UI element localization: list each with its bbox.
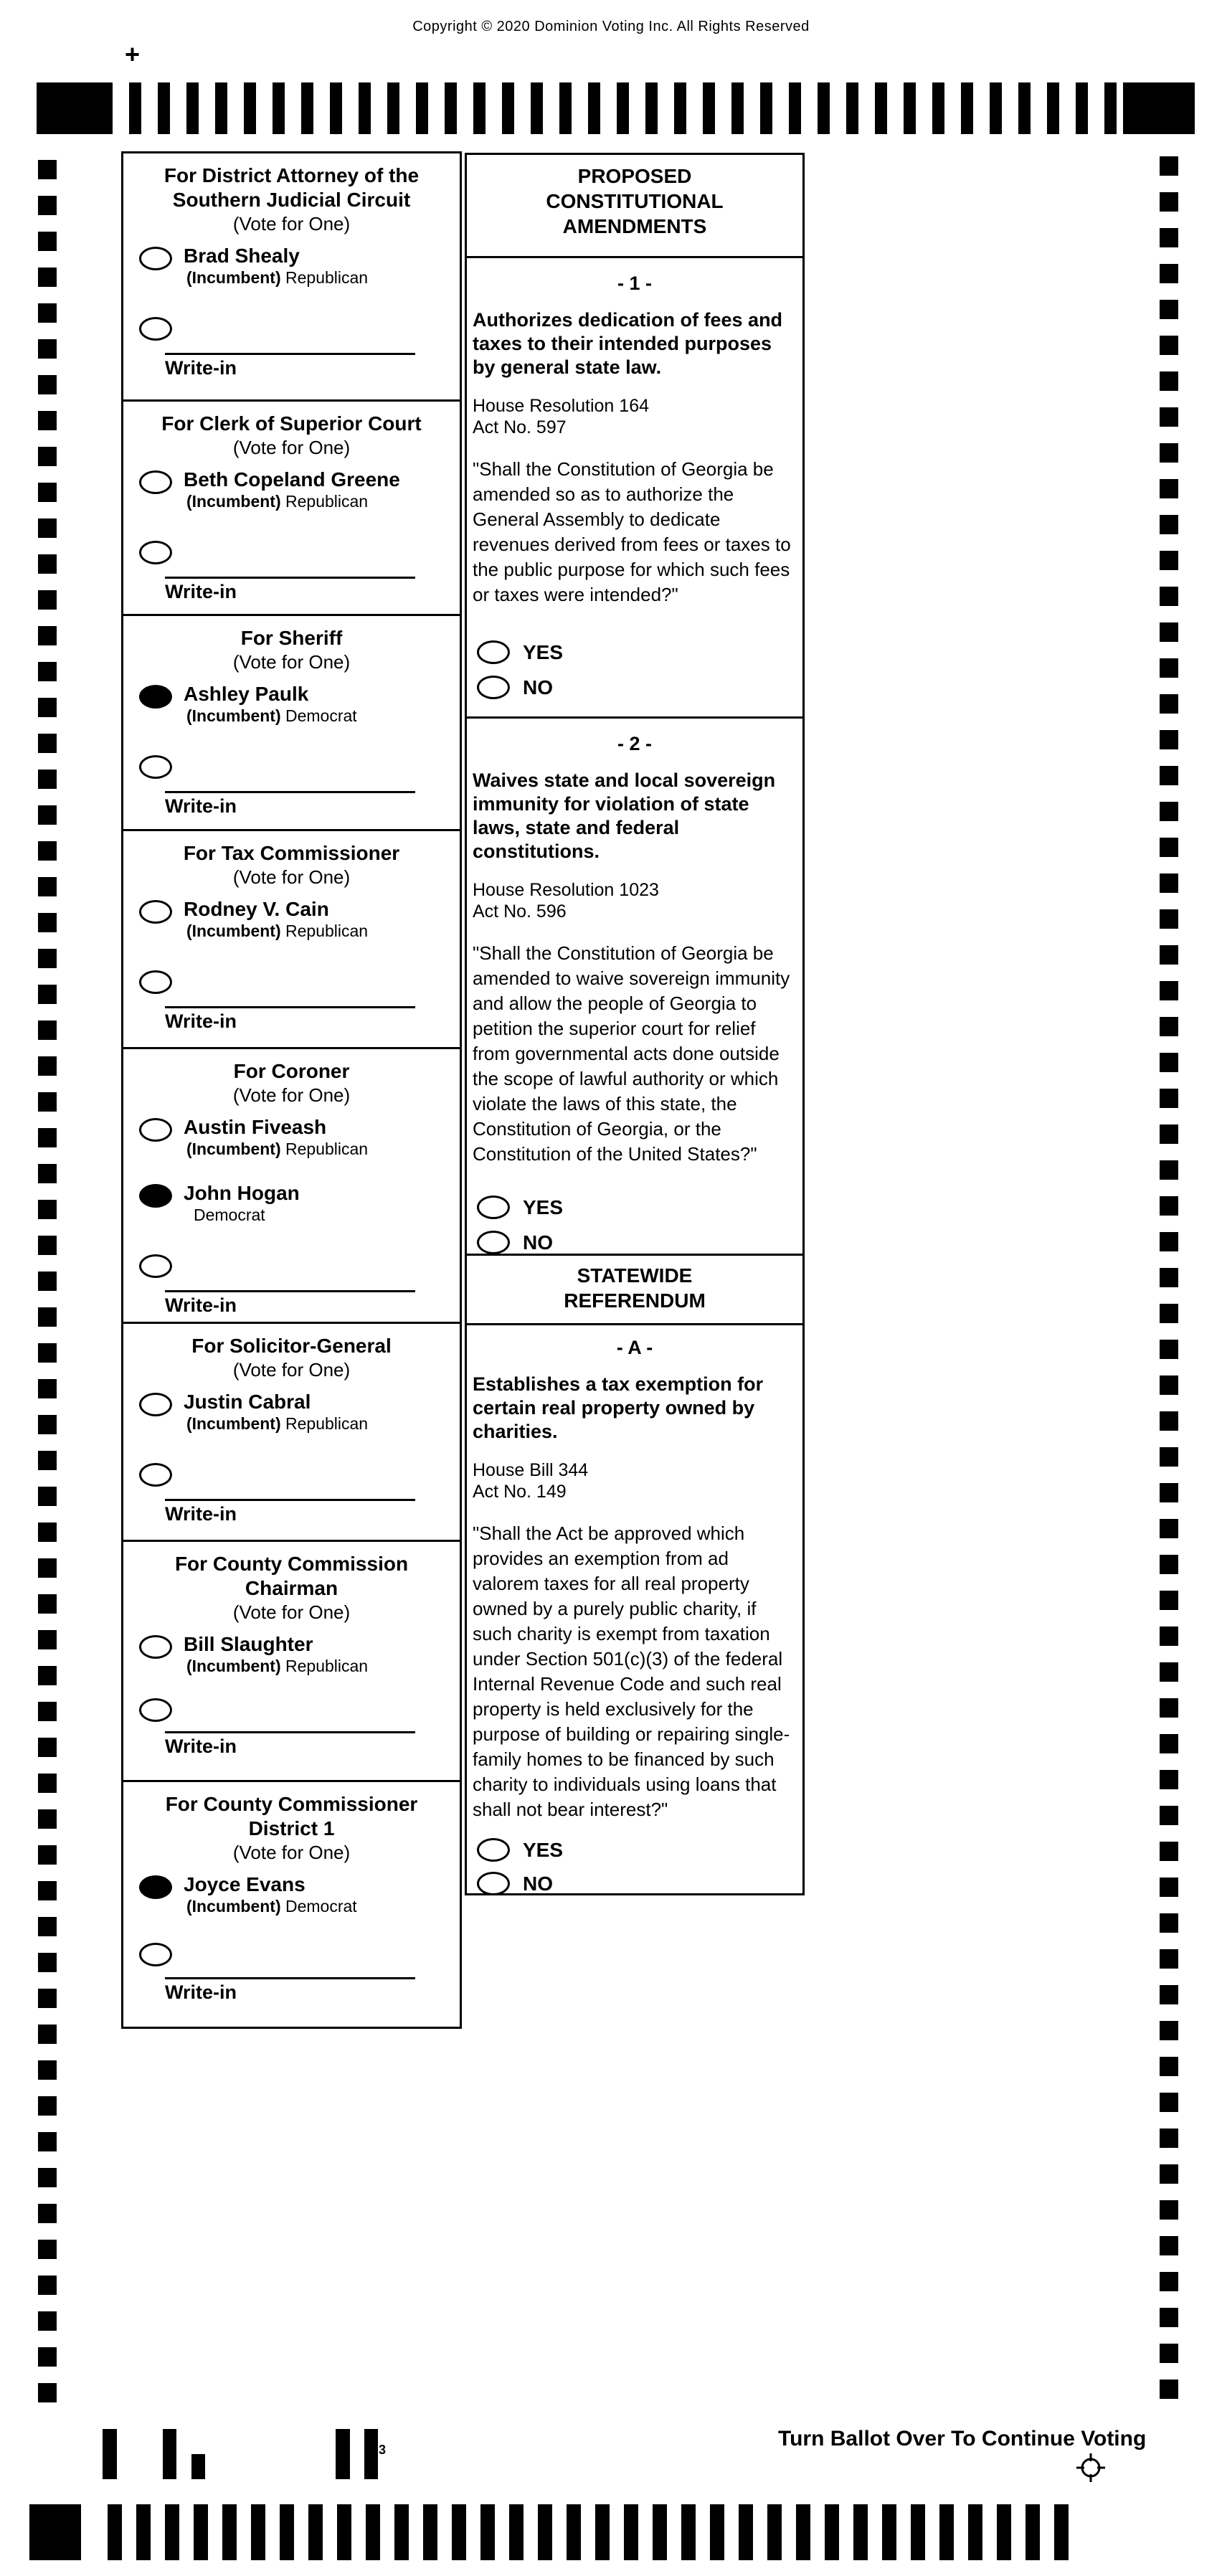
amendment-1-no-oval[interactable] (477, 676, 510, 699)
incumbent-label: (Incumbent) (186, 268, 281, 287)
candidate-row (139, 1390, 460, 1434)
vote-for-instruction: (Vote for One) (232, 1842, 351, 1863)
authority-line: Act No. 149 (473, 1482, 567, 1502)
contest-title-line: Southern Judicial Circuit (172, 189, 411, 211)
measure-summary: Establishes a tax exemption for certain real property owned by charities. (473, 1373, 764, 1442)
incumbent-label: (Incumbent) (186, 1414, 281, 1433)
no-label: NO (523, 676, 553, 699)
candidate-text (184, 244, 368, 288)
measure-authority (473, 879, 794, 922)
contest-title (123, 1792, 460, 1841)
candidate-name: Brad Shealy (184, 245, 300, 267)
write-in-label: Write-in (165, 1503, 237, 1525)
timing-mark-bottom-left-block (29, 2504, 81, 2560)
candidate-text (184, 1390, 368, 1434)
ballot-id-mark (336, 2429, 350, 2479)
ballot-id-mark (103, 2429, 117, 2479)
candidate-oval-beth-copeland-greene[interactable] (139, 470, 172, 494)
write-in-oval[interactable] (139, 1463, 172, 1487)
candidate-row (139, 1115, 460, 1160)
party-label: Republican (285, 268, 369, 287)
amendment-1-yes-oval[interactable] (477, 640, 510, 664)
party-label: Democrat (194, 1206, 265, 1224)
write-in-oval-row (139, 970, 460, 998)
candidate-oval-bill-slaughter[interactable] (139, 1635, 172, 1659)
candidate-row (139, 1872, 460, 1917)
amendment-2-yes-oval[interactable] (477, 1195, 510, 1219)
measure-number: - 1 - (617, 273, 652, 294)
measure-authority (473, 1459, 794, 1502)
candidate-party (186, 1896, 357, 1917)
contest-title-line: Chairman (245, 1577, 338, 1599)
write-in-label: Write-in (165, 1010, 237, 1032)
write-in-oval-row (139, 755, 460, 782)
candidate-row (139, 244, 460, 288)
option-row (477, 676, 802, 699)
candidate-oval-ashley-paulk[interactable] (139, 685, 172, 709)
measure-summary: Authorizes dedication of fees and taxes to their intended purposes by general state law. (473, 309, 783, 378)
candidate-oval-austin-fiveash[interactable] (139, 1118, 172, 1142)
measure-question: "Shall the Act be approved which provides an exemption from ad valorem taxes for all real property owned by a purely public charity, if such charity is exempt from taxation under Section 501(c)(3) of the federal Internal Revenue Code and such real property is held exclusively for the purpose of building or repairing single-family homes to be financed by such charity to individuals using loans that shall not bear interest?" (473, 1523, 790, 1820)
write-in-label: Write-in (165, 1294, 237, 1316)
timing-marks-bottom (108, 2504, 1069, 2560)
contest-title-line: For County Commissioner (165, 1793, 418, 1815)
authority-line: House Resolution 1023 (473, 880, 659, 900)
write-in-oval-row (139, 1943, 460, 1970)
incumbent-label: (Incumbent) (186, 922, 281, 940)
write-in-area[interactable] (165, 1977, 415, 2004)
amendment-2-no-oval[interactable] (477, 1231, 510, 1254)
contest-title-line: For Sheriff (240, 627, 343, 649)
write-in-area[interactable] (165, 577, 415, 604)
header-line: REFERENDUM (564, 1289, 706, 1312)
write-in-oval[interactable] (139, 1254, 172, 1278)
candidate-oval-joyce-evans[interactable] (139, 1875, 172, 1899)
header-line: STATEWIDE (577, 1264, 693, 1287)
candidate-name: Rodney V. Cain (184, 898, 329, 920)
write-in-oval-row (139, 317, 460, 344)
option-row (477, 1195, 802, 1219)
candidate-name: Bill Slaughter (184, 1633, 313, 1655)
contest-title-line: For Tax Commissioner (183, 842, 400, 864)
write-in-area[interactable] (165, 1006, 415, 1033)
measures-column (465, 153, 805, 1895)
timing-marks-left (38, 160, 57, 2403)
measure-amendment-1 (465, 256, 805, 719)
candidate-oval-brad-shealy[interactable] (139, 247, 172, 270)
measure-authority (473, 395, 794, 438)
write-in-oval[interactable] (139, 1943, 172, 1966)
write-in-area[interactable] (165, 791, 415, 818)
write-in-label: Write-in (165, 357, 237, 379)
header-line: AMENDMENTS (562, 215, 707, 237)
contest-title-line: For County Commission (174, 1553, 409, 1575)
candidate-party (186, 706, 357, 726)
referendum-a-yes-oval[interactable] (477, 1838, 510, 1862)
candidate-text (184, 468, 400, 512)
contest-district-attorney (121, 151, 462, 402)
candidate-text (184, 1872, 357, 1917)
party-label: Republican (285, 1414, 369, 1433)
yes-label: YES (523, 1195, 564, 1218)
candidate-name: John Hogan (184, 1182, 300, 1204)
party-label: Republican (285, 1657, 369, 1675)
candidate-name: Ashley Paulk (184, 683, 309, 705)
write-in-oval-row (139, 1254, 460, 1282)
party-label: Republican (285, 922, 369, 940)
crosshair-registration-icon (1076, 2453, 1106, 2486)
measure-number: - 2 - (617, 733, 652, 754)
vote-for-instruction: (Vote for One) (232, 437, 351, 458)
party-label: Republican (285, 1140, 369, 1158)
yes-label: YES (523, 640, 564, 663)
candidate-text (184, 897, 368, 942)
contest-title (123, 412, 460, 436)
measure-summary: Waives state and local sovereign immunity for violation of state laws, state and federal constitutions. (473, 770, 776, 862)
incumbent-label: (Incumbent) (186, 1897, 281, 1916)
contest-title (123, 626, 460, 650)
amendments-header-text (467, 155, 802, 239)
sheet-number: 3 (379, 2443, 387, 2457)
measure-referendum-a (465, 1323, 805, 1895)
measure-question: "Shall the Constitution of Georgia be amended so as to authorize the General Assembly to dedicate revenues derived from fees or taxes to the public purpose for which such fees or taxes were intended?" (473, 458, 791, 605)
write-in-oval[interactable] (139, 1698, 172, 1722)
write-in-area[interactable] (165, 353, 415, 380)
authority-line: House Resolution 164 (473, 396, 649, 416)
header-line: PROPOSED (577, 165, 692, 187)
write-in-oval[interactable] (139, 755, 172, 779)
candidate-row (139, 468, 460, 512)
contest-title-line: For Clerk of Superior Court (161, 412, 422, 435)
incumbent-label: (Incumbent) (186, 492, 281, 511)
write-in-label: Write-in (165, 1736, 237, 1757)
authority-line: Act No. 597 (473, 417, 567, 437)
measure-amendment-2 (465, 716, 805, 1256)
turn-ballot-over-label: Turn Ballot Over To Continue Voting (778, 2427, 1147, 2450)
vote-for-instruction: (Vote for One) (232, 866, 351, 888)
write-in-oval-row (139, 1698, 460, 1725)
authority-line: Act No. 596 (473, 901, 567, 922)
contest-title (123, 1334, 460, 1358)
write-in-oval[interactable] (139, 541, 172, 564)
vote-for-instruction: (Vote for One) (232, 651, 351, 673)
no-label: NO (523, 1231, 553, 1254)
contest-county-commissioner-district-1 (121, 1780, 462, 2029)
measure-number: - A - (616, 1337, 653, 1358)
write-in-oval[interactable] (139, 970, 172, 994)
candidate-row (139, 682, 460, 726)
party-label: Democrat (285, 706, 357, 725)
write-in-area[interactable] (165, 1499, 415, 1526)
candidate-oval-rodney-v-cain[interactable] (139, 900, 172, 924)
amendments-header (465, 153, 805, 258)
write-in-oval-row (139, 541, 460, 568)
header-line: CONSTITUTIONAL (546, 190, 724, 212)
contest-coroner (121, 1047, 462, 1324)
contest-column (121, 151, 462, 2029)
vote-for-instruction: (Vote for One) (232, 1359, 351, 1381)
yes-label: YES (523, 1838, 564, 1861)
candidate-name: Justin Cabral (184, 1391, 311, 1413)
candidate-row (139, 897, 460, 942)
party-label: Republican (285, 492, 369, 511)
candidate-row (139, 1181, 460, 1226)
contest-title (123, 841, 460, 866)
contest-clerk-superior-court (121, 399, 462, 616)
candidate-name: Austin Fiveash (184, 1116, 327, 1138)
vote-for-instruction: (Vote for One) (232, 1084, 351, 1106)
timing-marks-right (1160, 156, 1178, 2403)
referendum-header (465, 1254, 805, 1325)
candidate-party (194, 1205, 300, 1226)
referendum-a-no-oval[interactable] (477, 1872, 510, 1895)
incumbent-label: (Incumbent) (186, 1140, 281, 1158)
no-label: NO (523, 1872, 553, 1895)
vote-for-instruction: (Vote for One) (232, 1601, 351, 1623)
ballot-id-mark (191, 2454, 205, 2479)
write-in-oval[interactable] (139, 317, 172, 341)
registration-plus-mark: + (125, 39, 141, 69)
timing-mark-top-left-block (37, 82, 113, 134)
referendum-header-text (467, 1256, 802, 1313)
option-row (477, 640, 802, 664)
contest-title (123, 1552, 460, 1601)
write-in-area[interactable] (165, 1731, 415, 1758)
candidate-party (186, 921, 368, 942)
incumbent-label: (Incumbent) (186, 1657, 281, 1675)
write-in-oval-row (139, 1463, 460, 1490)
copyright-line: Copyright © 2020 Dominion Voting Inc. All Rights Reserved (412, 19, 810, 34)
candidate-party (186, 1139, 368, 1160)
candidate-party (186, 1656, 368, 1677)
candidate-party (186, 491, 400, 512)
ballot-id-mark (163, 2429, 176, 2479)
option-row (477, 1838, 802, 1862)
contest-title-line: For District Attorney of the (164, 164, 420, 186)
candidate-text (184, 682, 357, 726)
candidate-name: Beth Copeland Greene (184, 468, 400, 491)
ballot-id-mark (364, 2429, 378, 2479)
candidate-text (184, 1181, 300, 1226)
candidate-text (184, 1115, 368, 1160)
candidate-row (139, 1632, 460, 1677)
write-in-label: Write-in (165, 581, 237, 602)
candidate-oval-john-hogan[interactable] (139, 1184, 172, 1208)
write-in-label: Write-in (165, 1981, 237, 2003)
contest-tax-commissioner (121, 829, 462, 1049)
write-in-label: Write-in (165, 795, 237, 817)
contest-title-line: For Solicitor-General (191, 1335, 392, 1357)
vote-for-instruction: (Vote for One) (232, 213, 351, 235)
option-row (477, 1872, 802, 1895)
candidate-text (184, 1632, 368, 1677)
candidate-party (186, 267, 368, 288)
contest-sheriff (121, 614, 462, 831)
candidate-name: Joyce Evans (184, 1873, 306, 1895)
contest-title-line: District 1 (248, 1817, 335, 1839)
authority-line: House Bill 344 (473, 1460, 589, 1480)
contest-title (123, 164, 460, 212)
candidate-oval-justin-cabral[interactable] (139, 1393, 172, 1416)
incumbent-label: (Incumbent) (186, 706, 281, 725)
contest-county-commission-chairman (121, 1540, 462, 1782)
timing-mark-top-right-block (1123, 82, 1195, 134)
contest-title (123, 1059, 460, 1084)
party-label: Democrat (285, 1897, 357, 1916)
contest-solicitor-general (121, 1322, 462, 1542)
option-row (477, 1231, 802, 1254)
candidate-party (186, 1414, 368, 1434)
timing-marks-top (129, 82, 1122, 134)
write-in-area[interactable] (165, 1290, 415, 1317)
measure-question: "Shall the Constitution of Georgia be amended to waive sovereign immunity and allow the people of Georgia to petition the superior court for relief from governmental acts done outside the scope of lawful authority or which violate the laws of this state, the Constitution of Georgia, or the Constitution of the United States?" (473, 942, 790, 1165)
contest-title-line: For Coroner (233, 1060, 350, 1082)
